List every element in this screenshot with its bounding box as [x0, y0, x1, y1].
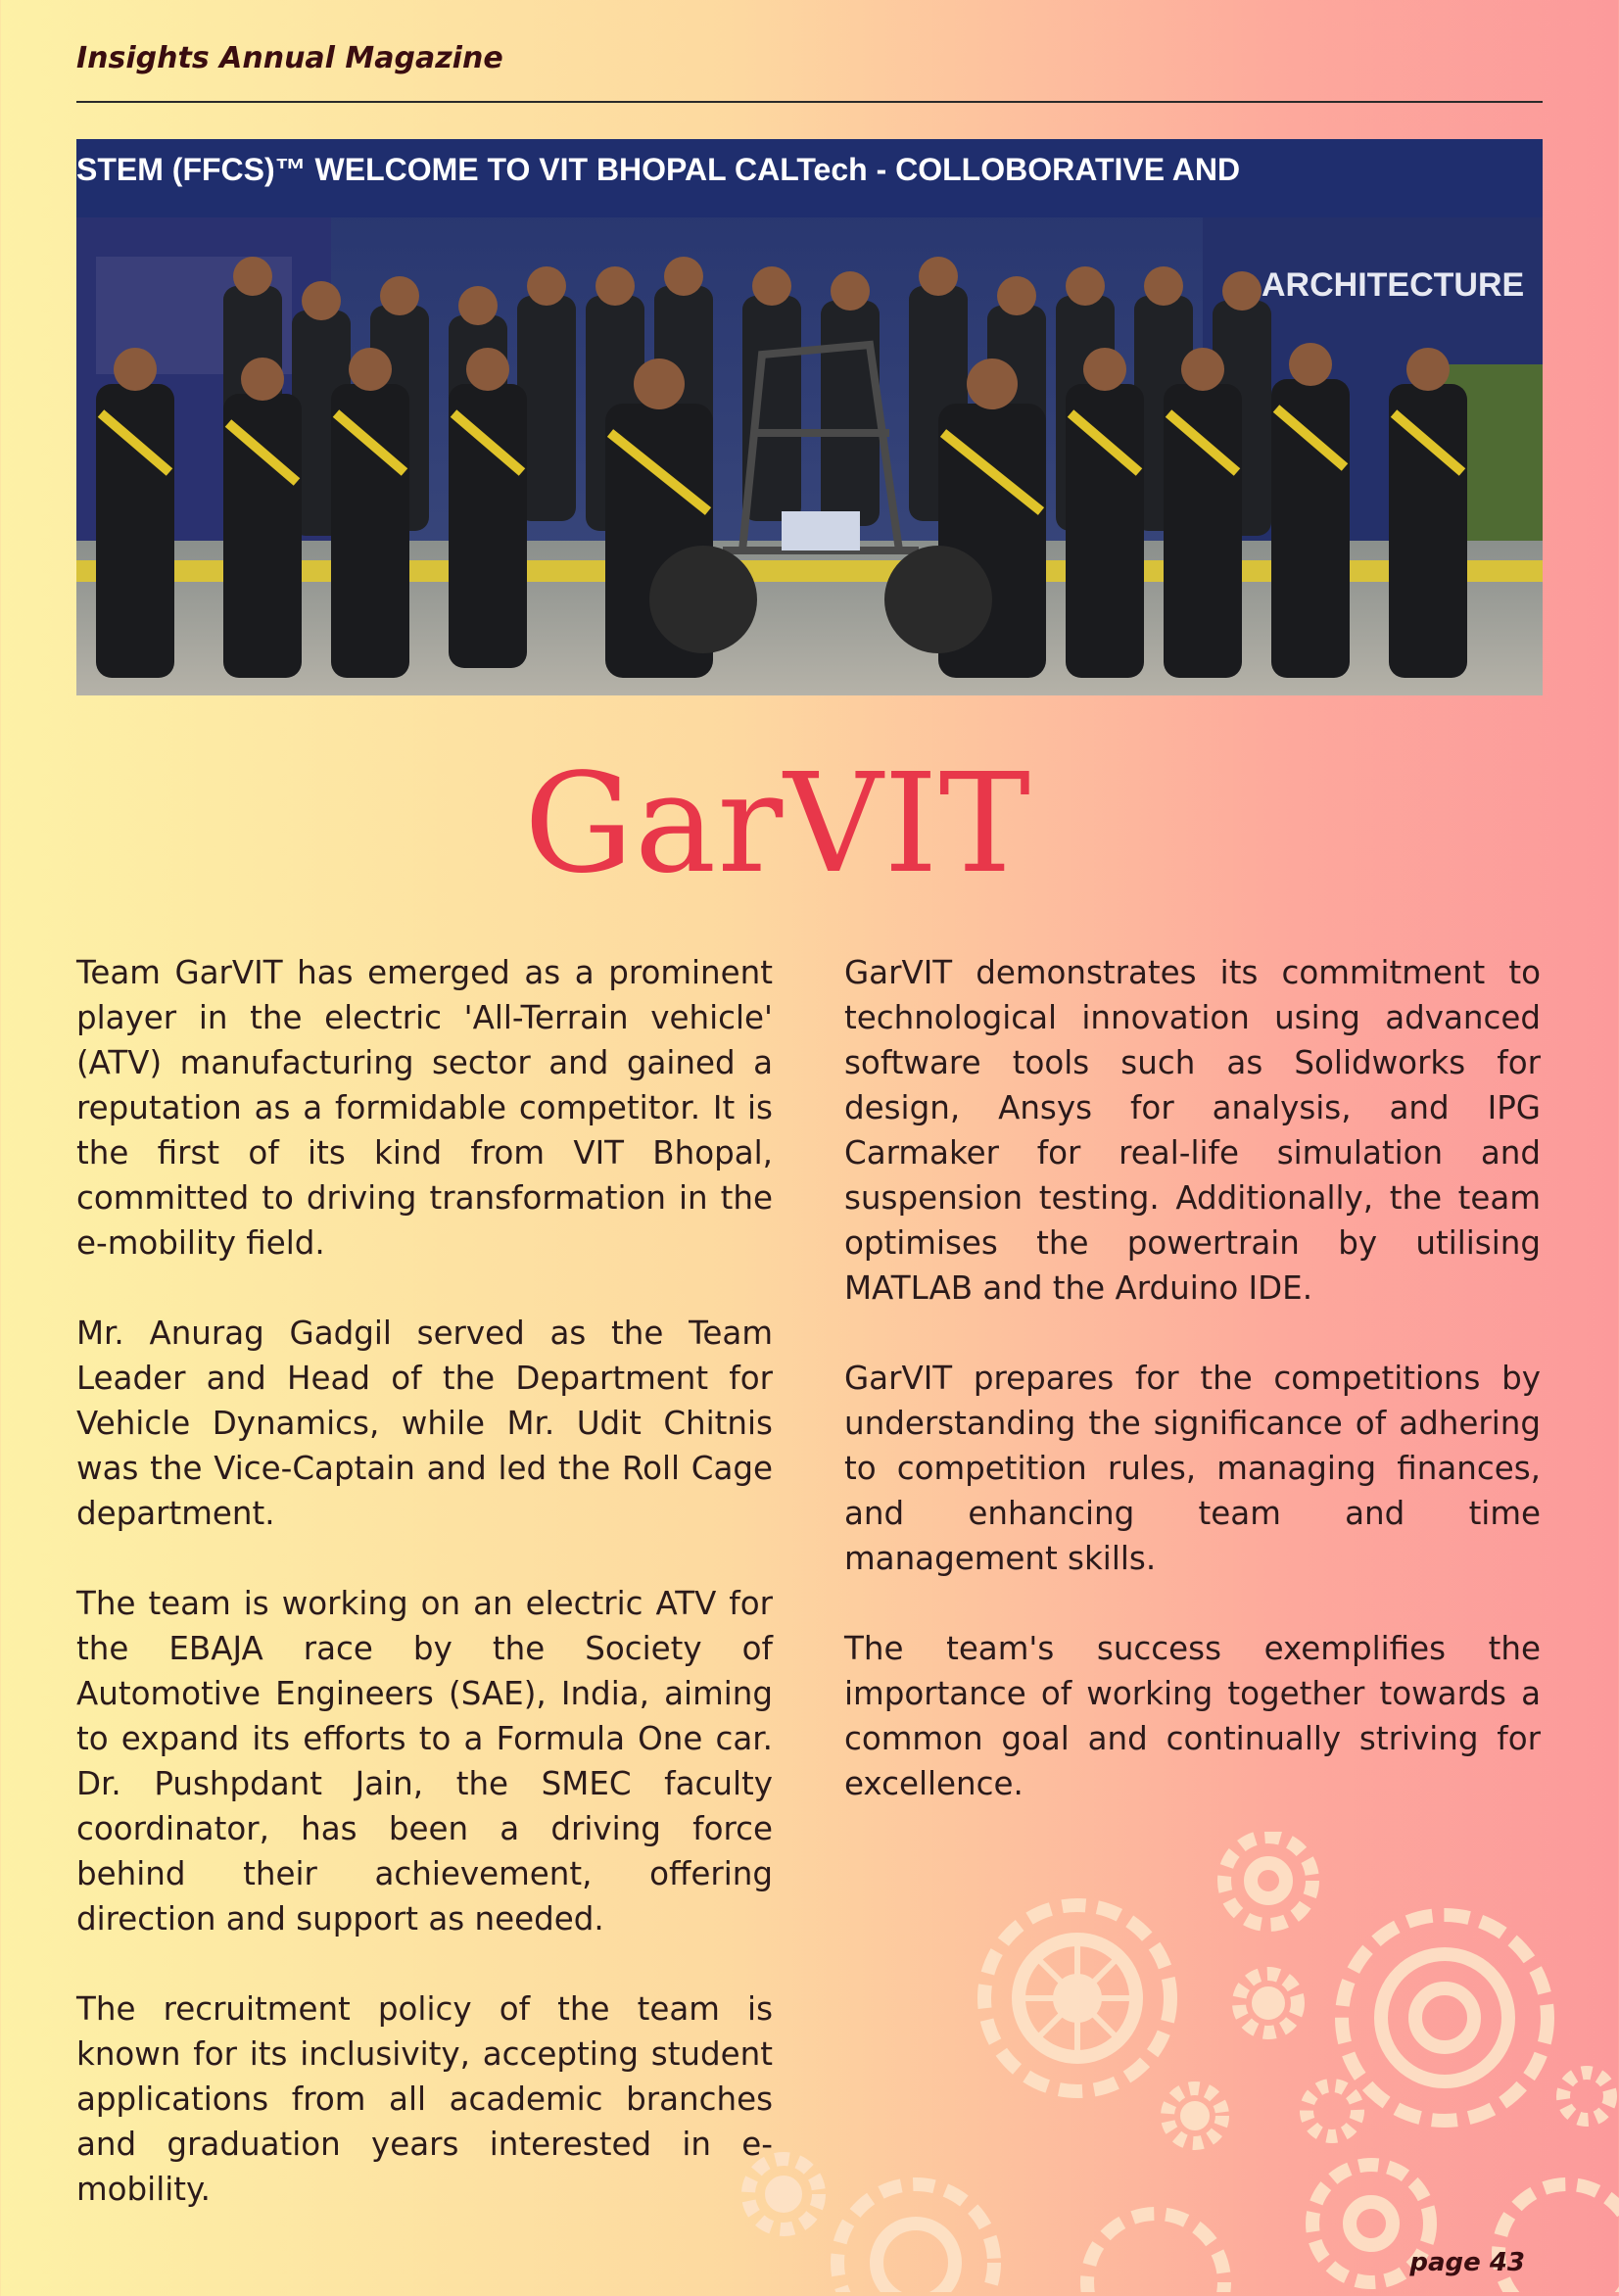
- paragraph: GarVIT prepares for the competitions by understanding the significance of adhering to competition rules, managing finances, and enhancing team and time management skills.: [844, 1360, 1541, 1577]
- paragraph: The team is working on an electric ATV for the EBAJA race by the Society of Automotive Engineers (SAE), India, aiming to expand its efforts to a Formula One car. Dr. Pushpdant Jain, the SMEC faculty coordinator, has been a driving force behind their achievement, offering direction and support as needed.: [76, 1585, 773, 1937]
- paragraph: Mr. Anurag Gadgil served as the Team Leader and Head of the Department for Vehicle Dynamics, while Mr. Udit Chitnis was the Vice-Captain and led the Roll Cage department.: [76, 1315, 773, 1532]
- team-photo-illustration: [76, 139, 1543, 695]
- magazine-title: Insights Annual Magazine: [76, 41, 503, 75]
- header-divider: [76, 101, 1543, 103]
- banner-text: STEM (FFCS)™ WELCOME TO VIT BHOPAL CALTech - COLLOBORATIVE AND: [76, 152, 1241, 187]
- team-photo: [76, 139, 1543, 695]
- architecture-sign: ARCHITECTURE: [1262, 266, 1525, 304]
- page-number: page 43: [1409, 2248, 1525, 2277]
- gears-icon: [725, 1832, 1619, 2292]
- right-column: [844, 950, 1541, 1851]
- paragraph: The recruitment policy of the team is known for its inclusivity, accepting student applications from all academic branches and graduation years interested in e-mobility.: [76, 1990, 773, 2208]
- decorative-gears: [725, 1832, 1619, 2292]
- left-column: [76, 950, 773, 2257]
- paragraph: The team's success exemplifies the importance of working together towards a common goal and continually striving for excellence.: [844, 1630, 1541, 1802]
- paragraph: Team GarVIT has emerged as a prominent player in the electric 'All-Terrain vehicle' (ATV) manufacturing sector and gained a reputation as a formidable competitor. It is the first of its kind from VIT Bhopal, committed to driving transformation in the e-mobility field.: [76, 954, 773, 1262]
- paragraph: GarVIT demonstrates its commitment to technological innovation using advanced software tools such as Solidworks for design, Ansys for analysis, and IPG Carmaker for real-life simulation and suspension testing. Additionally, the team optimises the powertrain by utilising MATLAB and the Arduino IDE.: [844, 954, 1541, 1307]
- article-title: GarVIT: [523, 744, 1031, 904]
